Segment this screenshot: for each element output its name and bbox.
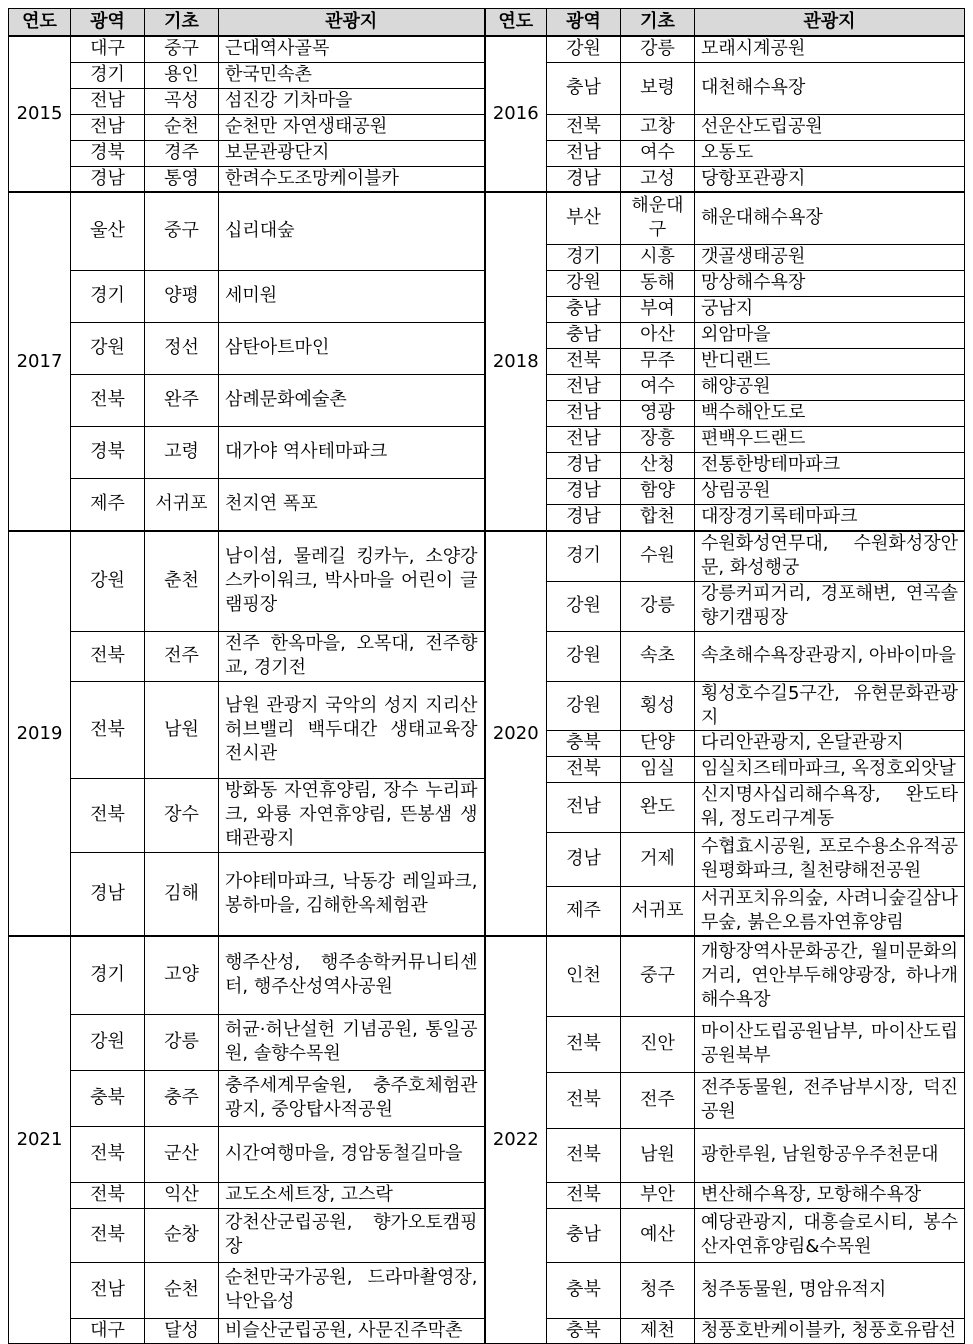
province-cell: 전남 [71, 1262, 145, 1318]
attraction-cell: 망상해수욕장 [695, 270, 965, 296]
city-cell: 순천 [145, 1262, 219, 1318]
city-cell: 진안 [621, 1016, 695, 1072]
attraction-cell: 마이산도립공원남부, 마이산도립공원북부 [695, 1016, 965, 1072]
attraction-cell: 오동도 [695, 140, 965, 166]
province-cell: 전북 [547, 756, 621, 782]
province-cell: 경기 [547, 531, 621, 581]
city-cell: 순천 [145, 114, 219, 140]
header-row [9, 9, 965, 37]
header-year: 연도 [485, 9, 547, 37]
province-cell: 전북 [71, 681, 145, 778]
header-city: 기초 [145, 9, 219, 37]
attraction-cell: 십리대숲 [219, 192, 485, 270]
attraction-cell: 방화동 자연휴양림, 장수 누리파크, 와룡 자연휴양림, 뜬봉샘 생태관광지 [219, 778, 485, 852]
city-cell: 여수 [621, 140, 695, 166]
attraction-cell: 한려수도조망케이블카 [219, 166, 485, 192]
attraction-cell: 청풍호반케이블카, 청풍호유람선 [695, 1318, 965, 1343]
year-cell: 2021 [9, 936, 71, 1343]
province-cell: 충북 [547, 1262, 621, 1318]
attraction-cell: 서귀포치유의숲, 사려니숲길삼나무숲, 붉은오름자연휴양림 [695, 886, 965, 936]
attraction-cell: 임실치즈테마파크, 옥정호외앗날 [695, 756, 965, 782]
city-cell: 시흥 [621, 244, 695, 270]
city-cell: 속초 [621, 631, 695, 681]
attraction-cell: 속초해수욕장관광지, 아바이마을 [695, 631, 965, 681]
tourism-table [8, 8, 965, 1344]
attraction-cell: 가야테마파크, 낙동강 레일파크, 봉하마을, 김해한옥체험관 [219, 852, 485, 936]
attraction-cell: 외암마을 [695, 322, 965, 348]
province-cell: 전남 [71, 88, 145, 114]
attraction-cell: 변산해수욕장, 모항해수욕장 [695, 1182, 965, 1208]
city-cell: 횡성 [621, 681, 695, 730]
province-cell: 강원 [71, 322, 145, 374]
province-cell: 강원 [547, 36, 621, 62]
city-cell: 고창 [621, 114, 695, 140]
province-cell: 대구 [71, 36, 145, 62]
province-cell: 충북 [547, 730, 621, 756]
province-cell: 경남 [71, 852, 145, 936]
attraction-cell: 전통한방테마파크 [695, 452, 965, 478]
attraction-cell: 비슬산군립공원, 사문진주막촌 [219, 1318, 485, 1343]
province-cell: 전남 [71, 114, 145, 140]
city-cell: 완주 [145, 374, 219, 426]
year-cell: 2016 [485, 36, 547, 192]
attraction-cell: 허균·허난설헌 기념공원, 통일공원, 솔향수목원 [219, 1014, 485, 1070]
attraction-cell: 당항포관광지 [695, 166, 965, 192]
attraction-cell: 청주동물원, 명암유적지 [695, 1262, 965, 1318]
city-cell: 영광 [621, 400, 695, 426]
city-cell: 전주 [621, 1072, 695, 1128]
province-cell: 경북 [71, 140, 145, 166]
attraction-cell: 다리안관광지, 온달관광지 [695, 730, 965, 756]
city-cell: 통영 [145, 166, 219, 192]
attraction-cell: 반디랜드 [695, 348, 965, 374]
province-cell: 전북 [547, 1072, 621, 1128]
attraction-cell: 세미원 [219, 270, 485, 322]
city-cell: 군산 [145, 1126, 219, 1182]
city-cell: 동해 [621, 270, 695, 296]
header-attraction: 관광지 [219, 9, 485, 37]
attraction-cell: 남원 관광지 국악의 성지 지리산 허브밸리 백두대간 생태교육장 전시관 [219, 681, 485, 778]
province-cell: 전남 [547, 140, 621, 166]
city-cell: 청주 [621, 1262, 695, 1318]
city-cell: 보령 [621, 62, 695, 114]
header-attraction: 관광지 [695, 9, 965, 37]
province-cell: 전북 [71, 1182, 145, 1208]
city-cell: 합천 [621, 504, 695, 531]
province-cell: 인천 [547, 936, 621, 1016]
city-cell: 함양 [621, 478, 695, 504]
city-cell: 부안 [621, 1182, 695, 1208]
province-cell: 전북 [547, 114, 621, 140]
table-row [9, 936, 965, 986]
province-cell: 전북 [71, 631, 145, 681]
city-cell: 여수 [621, 374, 695, 400]
attraction-cell: 대장경기록테마파크 [695, 504, 965, 531]
province-cell: 제주 [71, 478, 145, 531]
header-city: 기초 [621, 9, 695, 37]
attraction-cell: 순천만국가공원, 드라마촬영장, 낙안읍성 [219, 1262, 485, 1318]
header-province: 광역 [547, 9, 621, 37]
header-year: 연도 [9, 9, 71, 37]
province-cell: 충북 [547, 1318, 621, 1343]
province-cell: 경남 [547, 478, 621, 504]
province-cell: 강원 [547, 581, 621, 631]
province-cell: 전북 [71, 1208, 145, 1262]
year-cell: 2017 [9, 192, 71, 531]
province-cell: 강원 [71, 1014, 145, 1070]
city-cell: 무주 [621, 348, 695, 374]
attraction-cell: 해운대해수욕장 [695, 192, 965, 244]
province-cell: 충남 [547, 322, 621, 348]
attraction-cell: 천지연 폭포 [219, 478, 485, 531]
city-cell: 춘천 [145, 531, 219, 631]
city-cell: 수원 [621, 531, 695, 581]
province-cell: 전북 [71, 778, 145, 852]
province-cell: 경기 [71, 270, 145, 322]
attraction-cell: 전주동물원, 전주남부시장, 덕진공원 [695, 1072, 965, 1128]
attraction-cell: 수원화성연무대, 수원화성장안문, 화성행궁 [695, 531, 965, 581]
province-cell: 강원 [547, 631, 621, 681]
city-cell: 남원 [621, 1128, 695, 1182]
city-cell: 예산 [621, 1208, 695, 1262]
province-cell: 경북 [71, 426, 145, 478]
attraction-cell: 수협효시공원, 포로수용소유적공원평화파크, 칠천량해전공원 [695, 832, 965, 886]
year-cell: 2022 [485, 936, 547, 1343]
city-cell: 제천 [621, 1318, 695, 1343]
province-cell: 경남 [547, 166, 621, 192]
province-cell: 전북 [71, 374, 145, 426]
city-cell: 서귀포 [145, 478, 219, 531]
city-cell: 해운대구 [621, 192, 695, 244]
attraction-cell: 한국민속촌 [219, 62, 485, 88]
province-cell: 강원 [71, 531, 145, 631]
province-cell: 경기 [547, 244, 621, 270]
province-cell: 울산 [71, 192, 145, 270]
city-cell: 김해 [145, 852, 219, 936]
attraction-cell: 삼탄아트마인 [219, 322, 485, 374]
attraction-cell: 교도소세트장, 고스락 [219, 1182, 485, 1208]
attraction-cell: 개항장역사문화공간, 월미문화의거리, 연안부두해양광장, 하나개해수욕장 [695, 936, 965, 1016]
city-cell: 산청 [621, 452, 695, 478]
table-row [9, 192, 965, 218]
province-cell: 경남 [547, 504, 621, 531]
attraction-cell: 대천해수욕장 [695, 62, 965, 114]
province-cell: 대구 [71, 1318, 145, 1343]
attraction-cell: 남이섬, 물레길 킹카누, 소양강 스카이워크, 박사마을 어린이 글램핑장 [219, 531, 485, 631]
city-cell: 서귀포 [621, 886, 695, 936]
province-cell: 전북 [547, 1128, 621, 1182]
city-cell: 완도 [621, 782, 695, 832]
city-cell: 단양 [621, 730, 695, 756]
city-cell: 순창 [145, 1208, 219, 1262]
province-cell: 전남 [547, 400, 621, 426]
attraction-cell: 횡성호수길5구간, 유현문화관광지 [695, 681, 965, 730]
table-row [9, 531, 965, 569]
year-cell: 2018 [485, 192, 547, 531]
city-cell: 정선 [145, 322, 219, 374]
attraction-cell: 강천산군립공원, 향가오토캠핑장 [219, 1208, 485, 1262]
city-cell: 중구 [145, 192, 219, 270]
attraction-cell: 광한루원, 남원항공우주천문대 [695, 1128, 965, 1182]
attraction-cell: 전주 한옥마을, 오목대, 전주향교, 경기전 [219, 631, 485, 681]
city-cell: 곡성 [145, 88, 219, 114]
year-cell: 2019 [9, 531, 71, 936]
city-cell: 장수 [145, 778, 219, 852]
year-cell: 2020 [485, 531, 547, 936]
province-cell: 강원 [547, 681, 621, 730]
city-cell: 장흥 [621, 426, 695, 452]
province-cell: 부산 [547, 192, 621, 244]
city-cell: 익산 [145, 1182, 219, 1208]
city-cell: 고령 [145, 426, 219, 478]
city-cell: 아산 [621, 322, 695, 348]
city-cell: 양평 [145, 270, 219, 322]
attraction-cell: 삼례문화예술촌 [219, 374, 485, 426]
province-cell: 전북 [547, 348, 621, 374]
attraction-cell: 행주산성, 행주송학커뮤니티센터, 행주산성역사공원 [219, 936, 485, 1014]
attraction-cell: 상림공원 [695, 478, 965, 504]
province-cell: 충남 [547, 296, 621, 322]
city-cell: 강릉 [621, 36, 695, 62]
city-cell: 거제 [621, 832, 695, 886]
province-cell: 충남 [547, 62, 621, 114]
attraction-cell: 보문관광단지 [219, 140, 485, 166]
province-cell: 전북 [547, 1016, 621, 1072]
city-cell: 강릉 [145, 1014, 219, 1070]
year-cell: 2015 [9, 36, 71, 192]
city-cell: 충주 [145, 1070, 219, 1126]
province-cell: 전남 [547, 426, 621, 452]
city-cell: 임실 [621, 756, 695, 782]
province-cell: 전북 [547, 1182, 621, 1208]
attraction-cell: 순천만 자연생태공원 [219, 114, 485, 140]
province-cell: 제주 [547, 886, 621, 936]
city-cell: 전주 [145, 631, 219, 681]
attraction-cell: 갯골생태공원 [695, 244, 965, 270]
city-cell: 남원 [145, 681, 219, 778]
attraction-cell: 근대역사골목 [219, 36, 485, 62]
province-cell: 충북 [71, 1070, 145, 1126]
attraction-cell: 해양공원 [695, 374, 965, 400]
city-cell: 경주 [145, 140, 219, 166]
attraction-cell: 충주세계무술원, 충주호체험관광지, 중앙탑사적공원 [219, 1070, 485, 1126]
province-cell: 전북 [71, 1126, 145, 1182]
province-cell: 경남 [547, 452, 621, 478]
attraction-cell: 시간여행마을, 경암동철길마을 [219, 1126, 485, 1182]
city-cell: 중구 [145, 36, 219, 62]
province-cell: 경남 [71, 166, 145, 192]
attraction-cell: 편백우드랜드 [695, 426, 965, 452]
table-row [9, 36, 965, 62]
city-cell: 용인 [145, 62, 219, 88]
header-province: 광역 [71, 9, 145, 37]
province-cell: 경기 [71, 62, 145, 88]
province-cell: 전남 [547, 374, 621, 400]
attraction-cell: 신지명사십리해수욕장, 완도타워, 정도리구계동 [695, 782, 965, 832]
attraction-cell: 강릉커피거리, 경포해변, 연곡솔향기캠핑장 [695, 581, 965, 631]
city-cell: 중구 [621, 936, 695, 1016]
attraction-cell: 모래시계공원 [695, 36, 965, 62]
province-cell: 전남 [547, 782, 621, 832]
province-cell: 충남 [547, 1208, 621, 1262]
attraction-cell: 궁남지 [695, 296, 965, 322]
province-cell: 경남 [547, 832, 621, 886]
attraction-cell: 대가야 역사테마파크 [219, 426, 485, 478]
attraction-cell: 예당관광지, 대흥슬로시티, 봉수산자연휴양림&수목원 [695, 1208, 965, 1262]
city-cell: 고양 [145, 936, 219, 1014]
province-cell: 경기 [71, 936, 145, 1014]
city-cell: 달성 [145, 1318, 219, 1343]
city-cell: 고성 [621, 166, 695, 192]
attraction-cell: 섬진강 기차마을 [219, 88, 485, 114]
tourism-table-container [8, 8, 964, 1341]
attraction-cell: 선운산도립공원 [695, 114, 965, 140]
city-cell: 부여 [621, 296, 695, 322]
attraction-cell: 백수해안도로 [695, 400, 965, 426]
city-cell: 강릉 [621, 581, 695, 631]
province-cell: 강원 [547, 270, 621, 296]
